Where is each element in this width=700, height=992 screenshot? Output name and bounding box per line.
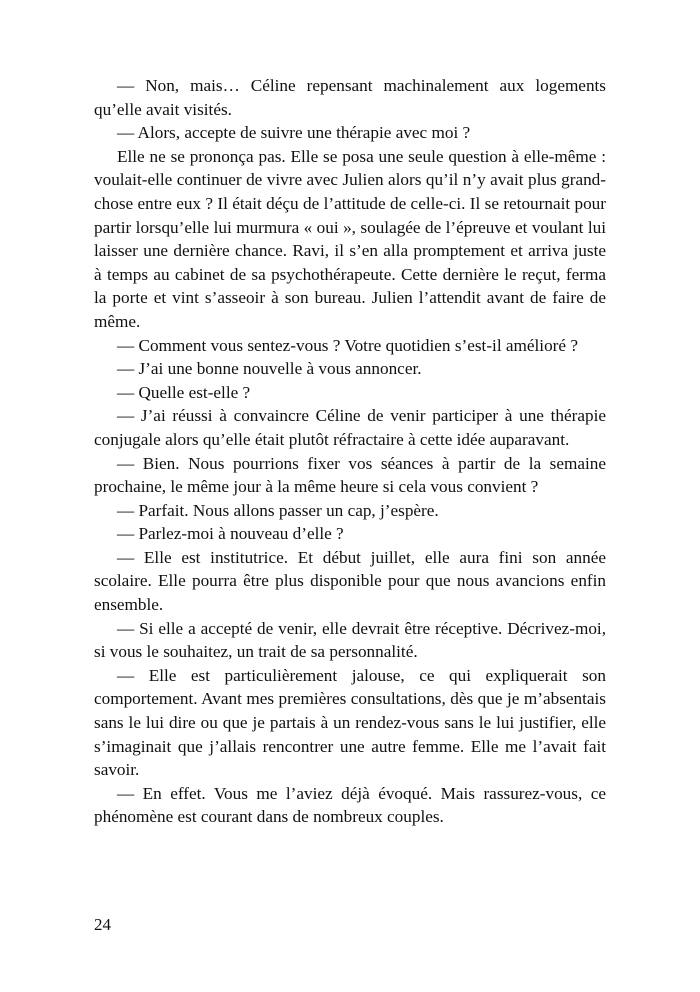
page-body bbox=[94, 74, 606, 829]
paragraph: — Elle est institutrice. Et début juillet, elle aura fini son année scolaire. Elle pourra être plus disponible pour que nous avancions enfin ensemble. bbox=[94, 547, 606, 615]
paragraph: — J’ai une bonne nouvelle à vous annoncer. bbox=[117, 359, 422, 379]
paragraph: — Non, mais… Céline repensant machinalement aux logements qu’elle avait visités. bbox=[94, 76, 606, 119]
page-number: 24 bbox=[94, 915, 111, 934]
paragraph: — Parfait. Nous allons passer un cap, j’espère. bbox=[117, 500, 439, 520]
paragraph: — Parlez-moi à nouveau d’elle ? bbox=[117, 524, 344, 544]
paragraph: — Quelle est-elle ? bbox=[117, 382, 251, 402]
paragraph: — Elle est particulièrement jalouse, ce qui expliquerait son comportement. Avant mes premières consultations, dès que je m’absentais sans le lui dire ou que je partais à un rendez-vous sans le lui justifier, elle s’imaginait que j’allais rencontrer une autre femme. Elle me l’avait fait savoir. bbox=[94, 665, 606, 780]
paragraph: Elle ne se prononça pas. Elle se posa une seule question à elle-même : voulait-elle continuer de vivre avec Julien alors qu’il n’y avait plus grand-chose entre eux ? Il était déçu de l’attitude de celle-ci. Il se retournait pour partir lorsqu’elle lui murmura « oui », soulagée de l’épreuve et voulant lui laisser une dernière chance. Ravi, il s’en alla promptement et arriva juste à temps au cabinet de sa psychothérapeute. Cette dernière le reçut, ferma la porte et vint s’asseoir à son bureau. Julien l’attendit avant de faire de même. bbox=[94, 146, 606, 331]
paragraph: — Alors, accepte de suivre une thérapie avec moi ? bbox=[117, 123, 471, 143]
paragraph: — Comment vous sentez-vous ? Votre quotidien s’est-il amélioré ? bbox=[117, 335, 578, 355]
paragraph: — Si elle a accepté de venir, elle devrait être réceptive. Décrivez-moi, si vous le souhaitez, un trait de sa personnalité. bbox=[94, 618, 606, 662]
paragraph: — J’ai réussi à convaincre Céline de venir participer à une thérapie conjugale alors qu’elle était plutôt réfractaire à cette idée auparavant. bbox=[94, 406, 606, 449]
paragraph: — Bien. Nous pourrions fixer vos séances à partir de la semaine prochaine, le même jour à la même heure si cela vous convient ? bbox=[94, 453, 606, 497]
paragraph: — En effet. Vous me l’aviez déjà évoqué. Mais rassurez-vous, ce phénomène est courant dans de nombreux couples. bbox=[94, 783, 606, 827]
